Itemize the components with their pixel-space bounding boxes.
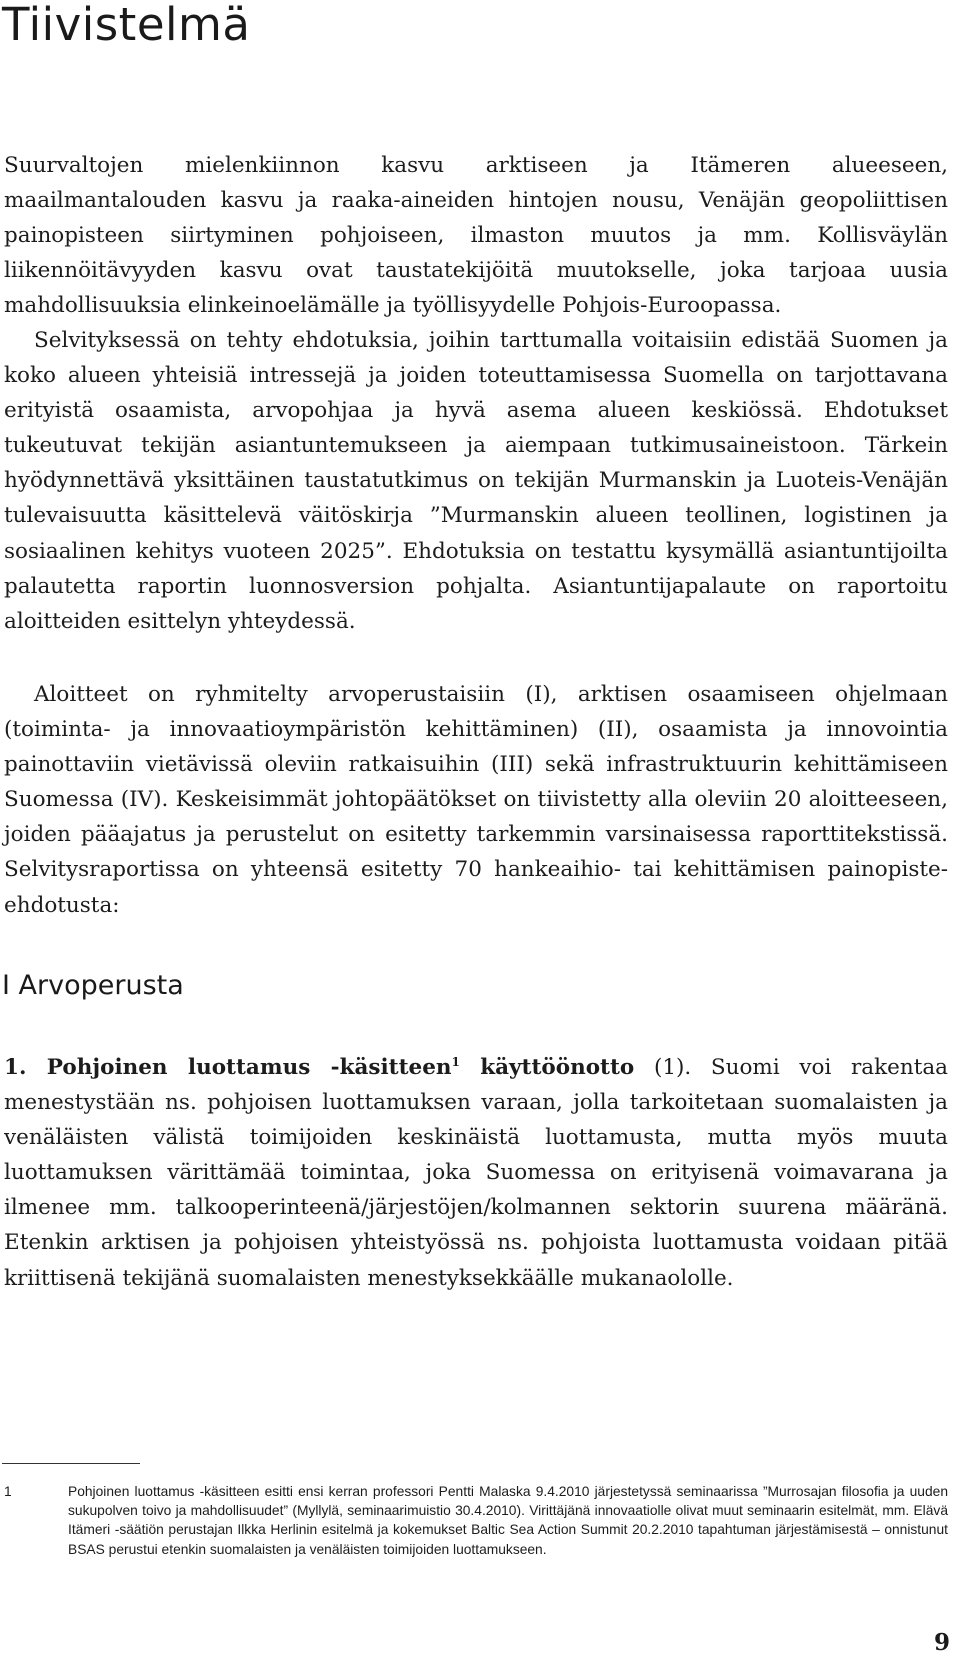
initiative-title: 1. Pohjoinen luottamus -käsitteen	[4, 1055, 452, 1080]
footnote-text: Pohjoinen luottamus -käsitteen esitti ensi kerran professori Pentti Malaska 9.4.2010 järjestetyssä seminaarissa ”Murrosajan filosofia ja uuden sukupolven toivo ja mahdollisuudet” (Myllylä, seminaarimuistio 30.4.2010). Virittäjänä innovaatiolle olivat muut seminaarin esitelmät, mm. Elävä Itämeri -säätiön perustajan Ilkka Herlinin esitelmä ja kokemukset Baltic Sea Action Summit 20.2.2010 tapahtuman järjestämisestä – onnistunut BSAS perustui etenkin suomalaisten ja venäläisten toimijoiden luottamukseen.	[68, 1484, 948, 1557]
footnote-number: 1	[4, 1484, 12, 1499]
section-heading: I Arvoperusta	[2, 970, 184, 1001]
initiative-title-end: käyttöönotto	[459, 1055, 635, 1080]
footnote-divider	[2, 1463, 140, 1464]
initiative-item	[4, 1050, 948, 1296]
footnote-reference[interactable]: 1	[451, 1054, 460, 1069]
page-title: Tiivistelmä	[2, 0, 251, 51]
page-number: 9	[933, 1629, 950, 1656]
initiative-text: (1). Suomi voi rakentaa menestystään ns. pohjoisen luottamuksen varaan, jolla tarkoitetaan suomalaisten ja venäläisten välistä toimijoiden keskinäistä luottamusta, mutta myös muuta luottamuksen värittämää toimintaa, joka Suomessa on erityisenä voimavarana ja ilmenee mm. talkooperinteenä/järjestöjen/kolmannen sektorin suurena määränä. Etenkin arktisen ja pohjoisen yhteistyössä ns. pohjoista luottamusta voidaan pitää kriittisenä tekijänä suomalaisten menestyksekkäälle mukanaololle.	[4, 1055, 948, 1291]
proposals-paragraph: Selvityksessä on tehty ehdotuksia, joihin tarttumalla voitaisiin edistää Suomen ja koko alueen yhteisiä intressejä ja joiden toteuttamisessa Suomella on tarjottavana erityistä osaamista, arvopohjaa ja hyvä asema alueen keskiössä. Ehdotukset tukeutuvat tekijän asiantuntemukseen ja aiempaan tutkimusaineistoon. Tärkein hyödynnettävä yksittäinen taustatutkimus on tekijän Murmanskin ja Luoteis-Venäjän tulevaisuutta käsittelevä väitöskirja ”Murmanskin alueen teollinen, logistinen ja sosiaalinen kehitys vuoteen 2025”. Ehdotuksia on testattu kysymällä asiantuntijoilta palautetta raportin luonnosversion pohjalta. Asiantuntijapalaute on raportoitu aloitteiden esittelyn yhteydessä.	[4, 328, 948, 634]
intro-paragraph: Suurvaltojen mielenkiinnon kasvu arktiseen ja Itämeren alueeseen, maailmantalouden kasvu ja raaka-aineiden hintojen nousu, Venäjän geopoliittisen painopisteen siirtyminen pohjoiseen, ilmaston muutos ja mm. Kollisväylän liikennöitävyyden kasvu ovat taustatekijöitä muutokselle, joka tarjoaa uusia mahdollisuuksia elinkeinoelämälle ja työllisyydelle Pohjois-Euroopassa.	[4, 153, 948, 319]
initiatives-paragraph: Aloitteet on ryhmitelty arvoperustaisiin (I), arktisen osaamiseen ohjelmaan (toiminta- ja innovaatioympäristön kehittäminen) (II), osaamista ja innovointia painottaviin vietävissä oleviin ratkaisuihin (III) sekä infrastruktuurin kehittämiseen Suomessa (IV). Keskeisimmät johtopäätökset on tiivistetty alla oleviin 20 aloitteeseen, joiden pääajatus ja perustelut on esitetty tarkemmin varsinaisessa raporttitekstissä. Selvitysraportissa on yhteensä esitetty 70 hankeaihio- tai kehittämisen painopiste-ehdotusta:	[4, 682, 948, 918]
